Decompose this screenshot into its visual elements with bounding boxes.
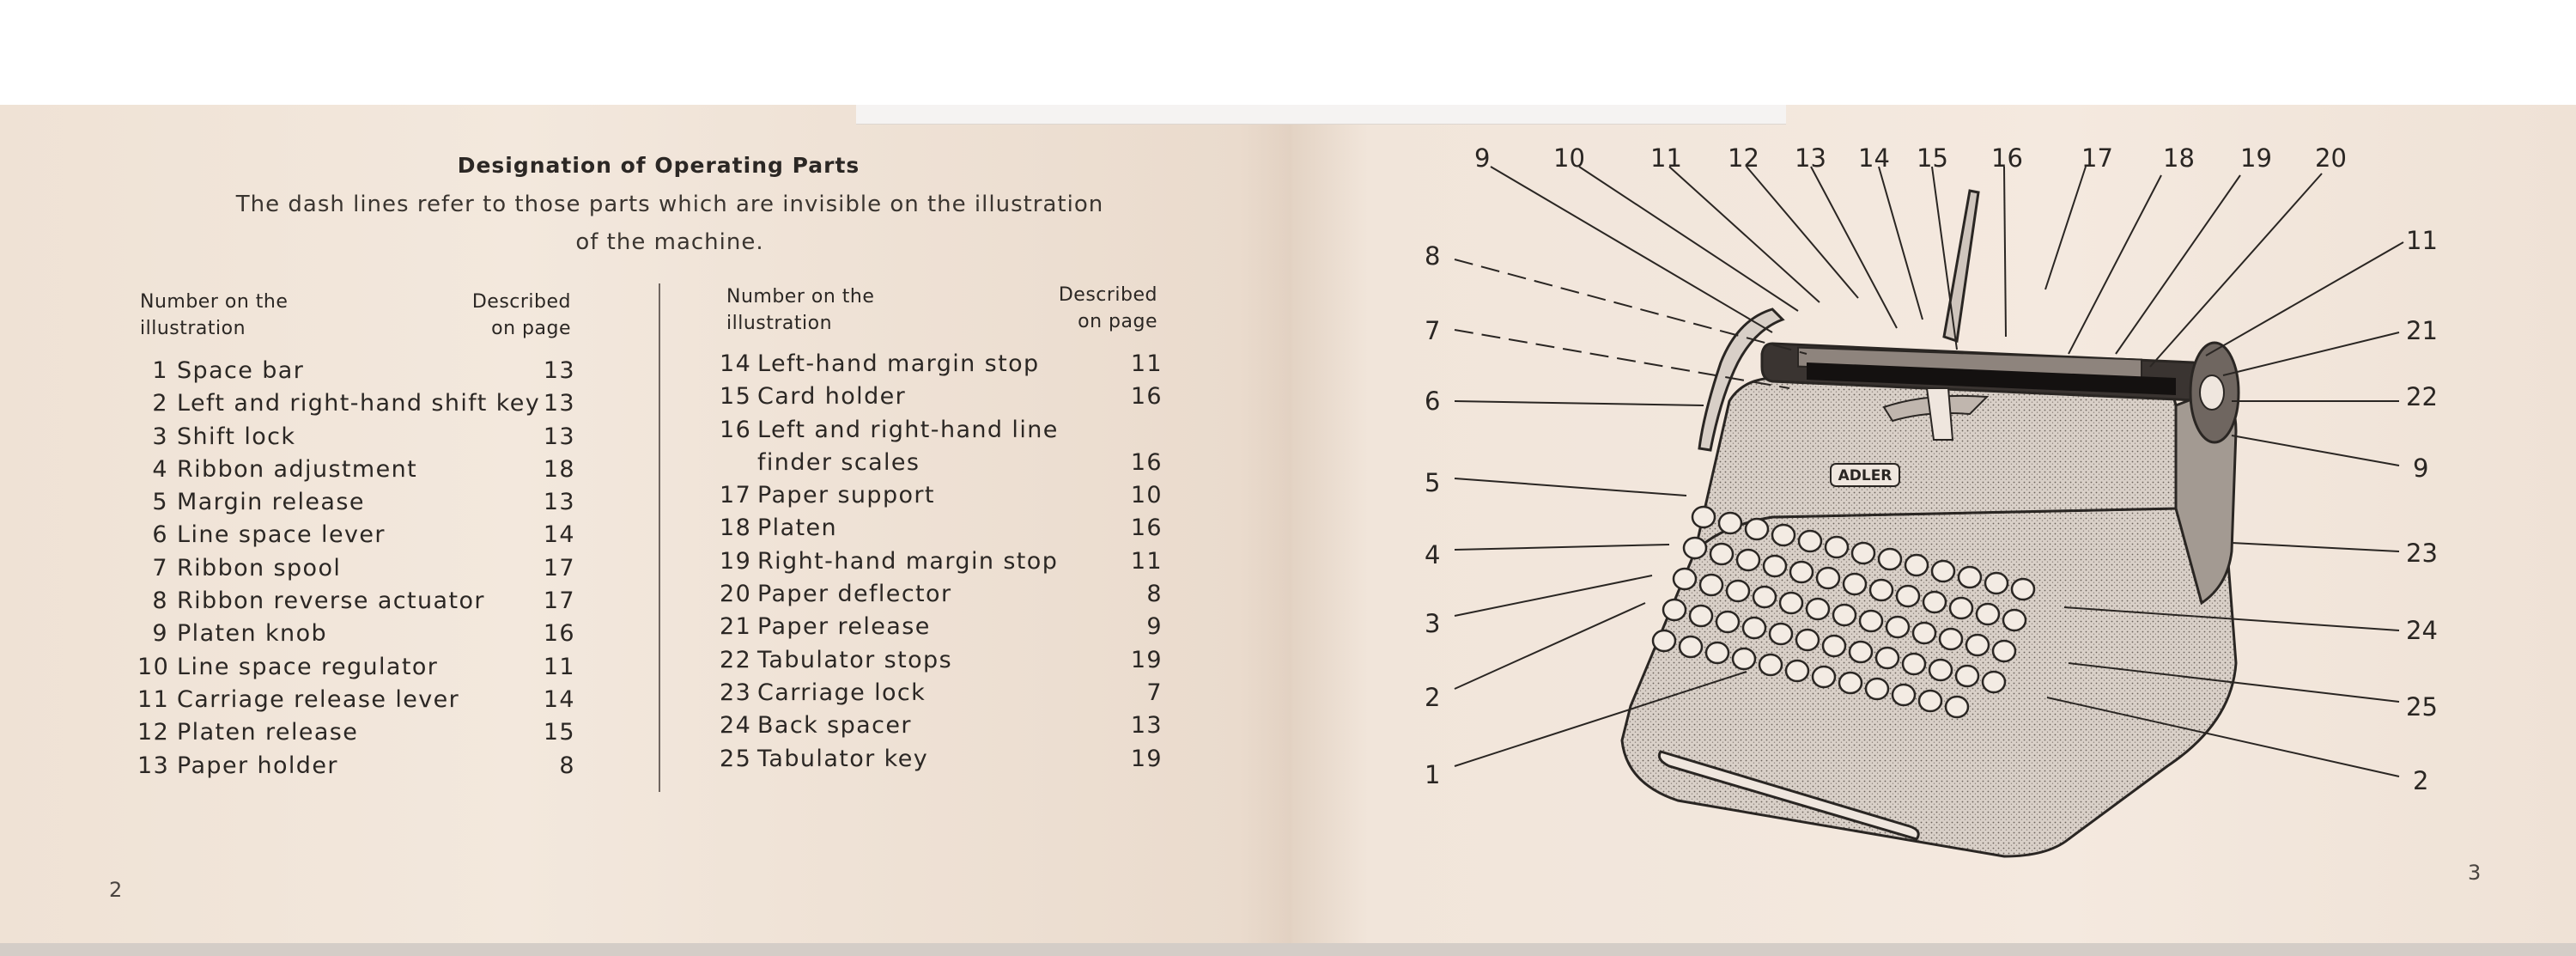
part-number: 6 bbox=[152, 521, 168, 549]
part-page: 13 bbox=[543, 357, 575, 384]
key bbox=[1932, 561, 1954, 582]
column-header-page-1 bbox=[447, 289, 571, 342]
callout-24: 24 bbox=[2406, 616, 2438, 645]
brand-label: ADLER bbox=[1838, 467, 1893, 484]
key bbox=[1796, 630, 1819, 650]
key bbox=[1746, 519, 1768, 539]
key bbox=[1893, 685, 1915, 705]
part-number: 10 bbox=[137, 653, 170, 680]
parts-list-item bbox=[137, 355, 575, 387]
page-number-left: 2 bbox=[109, 878, 123, 902]
parts-list-item bbox=[720, 743, 1163, 776]
key bbox=[1786, 661, 1808, 681]
part-name: Platen bbox=[757, 515, 838, 542]
parts-list-item bbox=[137, 651, 575, 684]
callout-14: 14 bbox=[1858, 143, 1890, 173]
key bbox=[1680, 636, 1702, 657]
part-page: 19 bbox=[1130, 646, 1163, 673]
callout-18: 18 bbox=[2163, 143, 2195, 173]
key bbox=[1807, 599, 1829, 619]
part-number: 13 bbox=[137, 752, 170, 779]
parts-list-item bbox=[137, 684, 575, 716]
part-name: Space bar bbox=[177, 357, 305, 384]
typewriter-diagram bbox=[1291, 105, 2576, 945]
key bbox=[1985, 573, 2008, 594]
part-page: 17 bbox=[543, 554, 575, 582]
page-title: Designation of Operating Parts bbox=[457, 153, 860, 178]
callout-6: 6 bbox=[1425, 387, 1441, 416]
callout-19: 19 bbox=[2240, 143, 2272, 173]
parts-list-2 bbox=[720, 348, 1163, 776]
key bbox=[1690, 606, 1712, 626]
part-page: 8 bbox=[559, 752, 575, 779]
key bbox=[1844, 574, 1866, 594]
key bbox=[1826, 537, 1848, 557]
page-number-right: 3 bbox=[2468, 861, 2482, 885]
part-number: 14 bbox=[720, 350, 752, 377]
parts-list-item bbox=[720, 644, 1163, 677]
column-header-number-1 bbox=[140, 289, 288, 342]
key bbox=[1959, 567, 1981, 588]
callout-11-right: 11 bbox=[2406, 226, 2438, 255]
part-name: Right-hand margin stop bbox=[757, 547, 1059, 575]
key bbox=[1743, 618, 1765, 638]
key bbox=[1823, 636, 1845, 656]
key bbox=[1653, 630, 1675, 651]
callout-2-right: 2 bbox=[2413, 766, 2429, 795]
part-number: 18 bbox=[720, 515, 752, 542]
key bbox=[1950, 598, 1972, 618]
part-name: finder scales bbox=[757, 448, 920, 476]
parts-list-item bbox=[137, 454, 575, 486]
callout-11: 11 bbox=[1650, 143, 1682, 173]
parts-list-item bbox=[137, 552, 575, 585]
parts-list-item bbox=[720, 677, 1163, 709]
part-page: 13 bbox=[543, 390, 575, 417]
parts-list-item bbox=[720, 348, 1163, 381]
key bbox=[1770, 624, 1792, 644]
part-page: 16 bbox=[1130, 448, 1163, 476]
part-name: Ribbon reverse actuator bbox=[177, 588, 485, 615]
key bbox=[1983, 672, 2005, 692]
callout-13: 13 bbox=[1795, 143, 1826, 173]
callout-1: 1 bbox=[1425, 760, 1441, 789]
parts-list-item bbox=[720, 479, 1163, 512]
part-number: 11 bbox=[137, 685, 170, 713]
key bbox=[1956, 666, 1978, 686]
key bbox=[1919, 691, 1941, 711]
key bbox=[1716, 612, 1739, 632]
part-number: 20 bbox=[720, 581, 752, 608]
parts-list-1 bbox=[137, 355, 575, 782]
key bbox=[1850, 642, 1872, 662]
key bbox=[1879, 549, 1901, 569]
callout-23: 23 bbox=[2406, 539, 2438, 568]
callout-10: 10 bbox=[1553, 143, 1585, 173]
part-page: 15 bbox=[543, 719, 575, 746]
key bbox=[1813, 667, 1835, 687]
page-subtitle bbox=[197, 186, 1142, 261]
header-line: Number on the bbox=[140, 291, 289, 313]
key bbox=[1940, 629, 1962, 649]
key bbox=[1692, 507, 1715, 527]
typewriter-body bbox=[1622, 191, 2239, 856]
part-page: 13 bbox=[543, 423, 575, 450]
part-name: Card holder bbox=[757, 383, 907, 411]
callout-2: 2 bbox=[1425, 683, 1441, 712]
callout-15: 15 bbox=[1917, 143, 1948, 173]
part-number: 23 bbox=[720, 679, 752, 706]
part-number: 1 bbox=[152, 357, 168, 384]
part-name: Ribbon spool bbox=[177, 554, 342, 582]
part-page: 8 bbox=[1146, 581, 1163, 608]
subtitle-line-2: of the machine. bbox=[575, 229, 764, 255]
parts-list-item bbox=[720, 414, 1163, 447]
part-page: 17 bbox=[543, 588, 575, 615]
key bbox=[1966, 635, 1989, 655]
parts-list-item bbox=[137, 387, 575, 420]
part-number: 7 bbox=[152, 554, 168, 582]
parts-list-item bbox=[137, 618, 575, 650]
part-name: Back spacer bbox=[757, 712, 912, 740]
key bbox=[1733, 648, 1755, 669]
part-name: Left and right-hand line bbox=[757, 416, 1059, 443]
parts-list-item bbox=[137, 519, 575, 551]
part-page: 11 bbox=[1130, 350, 1163, 377]
callout-3: 3 bbox=[1425, 609, 1441, 638]
header-line: illustration bbox=[726, 313, 833, 334]
parts-list-item bbox=[720, 578, 1163, 611]
callout-9-right: 9 bbox=[2413, 454, 2429, 483]
key bbox=[1903, 654, 1925, 674]
key bbox=[1719, 513, 1741, 533]
part-name: Line space regulator bbox=[177, 653, 439, 680]
key bbox=[1929, 660, 1952, 680]
key bbox=[1737, 550, 1759, 570]
key bbox=[1764, 556, 1786, 576]
key bbox=[1706, 642, 1728, 663]
part-page: 14 bbox=[543, 521, 575, 549]
key bbox=[1886, 617, 1909, 637]
key bbox=[1977, 604, 1999, 624]
key bbox=[1913, 623, 1935, 643]
key bbox=[1817, 568, 1839, 588]
part-name: Tabulator key bbox=[757, 745, 929, 772]
parts-list-item bbox=[720, 545, 1163, 578]
parts-list-item bbox=[137, 585, 575, 618]
key bbox=[1946, 697, 1968, 717]
key bbox=[1772, 525, 1795, 545]
key bbox=[1905, 555, 1928, 575]
key bbox=[1866, 679, 1888, 699]
column-header-page-2 bbox=[1030, 282, 1157, 335]
part-name: Platen release bbox=[177, 719, 359, 746]
part-page: 10 bbox=[1130, 482, 1163, 509]
callout-4: 4 bbox=[1425, 540, 1441, 569]
part-name: Paper deflector bbox=[757, 581, 952, 608]
key bbox=[1710, 544, 1733, 564]
parts-list-item bbox=[720, 381, 1163, 413]
key bbox=[1923, 592, 1946, 612]
key bbox=[1993, 641, 2015, 661]
part-page: 14 bbox=[543, 685, 575, 713]
key bbox=[1727, 581, 1749, 601]
subtitle-line-1: The dash lines refer to those parts which are invisible on the illustration bbox=[235, 192, 1104, 217]
part-name: Carriage lock bbox=[757, 679, 927, 706]
callout-9: 9 bbox=[1474, 143, 1491, 173]
header-line: Described bbox=[471, 291, 571, 313]
key bbox=[1876, 648, 1899, 668]
part-page: 18 bbox=[543, 455, 575, 483]
part-page: 16 bbox=[543, 620, 575, 648]
key bbox=[2003, 610, 2026, 630]
part-page: 19 bbox=[1130, 745, 1163, 772]
callout-7: 7 bbox=[1425, 316, 1441, 345]
part-page: 16 bbox=[1130, 383, 1163, 411]
part-page: 9 bbox=[1146, 613, 1163, 641]
bottom-edge bbox=[0, 943, 2576, 956]
part-name: Shift lock bbox=[177, 423, 296, 450]
part-page: 16 bbox=[1130, 515, 1163, 542]
key bbox=[1852, 543, 1874, 563]
callout-22: 22 bbox=[2406, 382, 2438, 411]
callout-17: 17 bbox=[2081, 143, 2113, 173]
callout-21: 21 bbox=[2406, 316, 2438, 345]
key bbox=[1684, 538, 1706, 558]
key bbox=[1700, 575, 1722, 595]
key bbox=[1833, 605, 1856, 625]
part-number: 15 bbox=[720, 383, 752, 411]
part-name: Paper support bbox=[757, 482, 935, 509]
key bbox=[1759, 655, 1782, 675]
part-number: 16 bbox=[720, 416, 752, 443]
callout-8: 8 bbox=[1425, 241, 1441, 271]
callout-20: 20 bbox=[2315, 143, 2347, 173]
key bbox=[1674, 569, 1696, 589]
key bbox=[1839, 673, 1862, 693]
part-number: 2 bbox=[152, 390, 168, 417]
part-number: 25 bbox=[720, 745, 752, 772]
parts-list-item bbox=[720, 512, 1163, 545]
key bbox=[1753, 587, 1776, 607]
header-line: on page bbox=[491, 318, 571, 339]
key bbox=[1780, 593, 1802, 613]
part-number: 4 bbox=[152, 455, 168, 483]
part-number: 19 bbox=[720, 547, 752, 575]
callout-16: 16 bbox=[1991, 143, 2023, 173]
key bbox=[1790, 562, 1813, 582]
parts-list-item bbox=[137, 421, 575, 454]
callout-25: 25 bbox=[2406, 692, 2438, 722]
part-name: Tabulator stops bbox=[757, 646, 953, 673]
part-number: 9 bbox=[152, 620, 168, 648]
header-line: Number on the bbox=[726, 286, 875, 308]
part-number: 12 bbox=[137, 719, 170, 746]
part-number: 17 bbox=[720, 482, 752, 509]
part-name: Paper holder bbox=[177, 752, 338, 779]
part-name: Margin release bbox=[177, 489, 365, 516]
part-number: 8 bbox=[152, 588, 168, 615]
part-number: 22 bbox=[720, 646, 752, 673]
part-page: 11 bbox=[1130, 547, 1163, 575]
header-line: Described bbox=[1058, 284, 1157, 306]
callout-5: 5 bbox=[1425, 468, 1441, 497]
parts-list-item bbox=[137, 716, 575, 749]
header-line: illustration bbox=[140, 318, 246, 339]
part-number: 5 bbox=[152, 489, 168, 516]
part-name: Paper release bbox=[757, 613, 931, 641]
part-number: 21 bbox=[720, 613, 752, 641]
part-name: Line space lever bbox=[177, 521, 386, 549]
key bbox=[1860, 611, 1882, 631]
column-header-number-2 bbox=[726, 283, 874, 337]
parts-list-item bbox=[720, 447, 1163, 479]
part-page: 7 bbox=[1146, 679, 1163, 706]
key bbox=[1663, 600, 1686, 620]
part-name: Carriage release lever bbox=[177, 685, 460, 713]
part-number: 24 bbox=[720, 712, 752, 740]
part-page: 11 bbox=[543, 653, 575, 680]
part-page: 13 bbox=[1130, 712, 1163, 740]
key bbox=[1799, 531, 1821, 551]
header-line: on page bbox=[1078, 311, 1157, 332]
parts-list-item bbox=[720, 709, 1163, 742]
key bbox=[1870, 580, 1893, 600]
key bbox=[1897, 586, 1919, 606]
part-number: 3 bbox=[152, 423, 168, 450]
parts-list-item bbox=[137, 750, 575, 782]
part-name: Platen knob bbox=[177, 620, 328, 648]
callout-12: 12 bbox=[1728, 143, 1759, 173]
part-name: Left and right-hand shift key bbox=[177, 390, 541, 417]
column-divider bbox=[659, 283, 660, 792]
part-name: Ribbon adjustment bbox=[177, 455, 418, 483]
parts-list-item bbox=[720, 611, 1163, 643]
key bbox=[2012, 579, 2034, 600]
parts-list-item bbox=[137, 486, 575, 519]
part-page: 13 bbox=[543, 489, 575, 516]
part-name: Left-hand margin stop bbox=[757, 350, 1040, 377]
